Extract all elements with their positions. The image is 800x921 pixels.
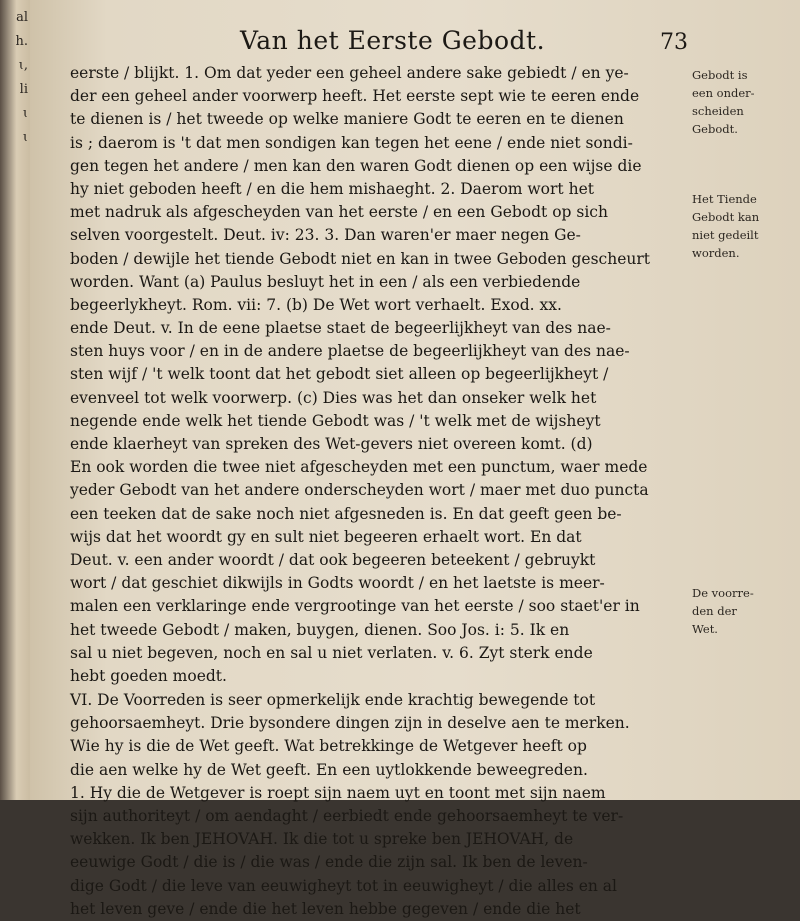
- text-line: sten huys voor / en in de andere plaetse de begeerlijkheyt van des nae-: [70, 342, 630, 361]
- margin-note-line: niet gedeilt: [692, 228, 759, 242]
- margin-note-line: Gebodt kan: [692, 210, 760, 224]
- text-line: te dienen is / het tweede op welke maniere Godt te eeren en te dienen: [70, 110, 624, 129]
- section-heading-line: VI. De Voorreden is seer opmerkelijk ende krachtig bewegende tot: [70, 691, 596, 710]
- text-line: Deut. v. een ander woordt / dat ook begeeren beteekent / gebruykt: [70, 550, 596, 569]
- running-title: Van het Eerste Gebodt.: [240, 26, 546, 55]
- margin-note-line: De voorre-: [692, 586, 754, 600]
- text-line: dige Godt / die leve van eeuwigheyt tot in eeuwigheyt / die alles en al: [70, 876, 618, 895]
- text-line: die aen welke hy de Wet geeft. En een uytlokkende beweegreden.: [70, 760, 588, 779]
- text-line: eeuwige Godt / die is / die was / ende die zijn sal. Ik ben de leven-: [70, 853, 588, 872]
- text-line: worden. Want (a) Paulus besluyt het in een / als een verbiedende: [70, 272, 581, 291]
- text-line: yeder Gebodt van het andere onderscheyden wort / maer met duo puncta: [70, 481, 649, 500]
- text-line: boden / dewijle het tiende Gebodt niet en kan in twee Geboden gescheurt: [70, 249, 651, 268]
- text-line: ende klaerheyt van spreken des Wet-gevers niet overeen komt. (d): [70, 435, 593, 453]
- text-line: sal u niet begeven, noch en sal u niet verlaten. v. 6. Zyt sterk ende: [70, 643, 593, 662]
- text-line: eerste / blijkt. 1. Om dat yeder een geheel andere sake gebiedt / en ye-: [70, 64, 629, 82]
- text-line: wekken. Ik ben JEHOVAH. Ik die tot u spreke ben JEHOVAH, de: [70, 830, 574, 849]
- facing-page-fragments: [2, 6, 28, 150]
- text-line: evenveel tot welk voorwerp. (c) Dies was het dan onseker welk het: [70, 388, 597, 407]
- margin-note-line: worden.: [692, 246, 740, 260]
- text-line: wijs dat het woordt gy en sult niet begeeren erhaelt wort. En dat: [70, 527, 582, 546]
- text-line: sijn authoriteyt / om aendaght / eerbiedt ende gehoorsaemheyt te ver-: [70, 807, 624, 825]
- margin-note-line: een onder-: [692, 86, 755, 100]
- text-line: het tweede Gebodt / maken, buygen, dienen. Soo Jos. i: 5. Ik en: [70, 620, 570, 639]
- margin-note-line: scheiden: [692, 104, 744, 118]
- text-line: hebt goeden moedt.: [70, 666, 227, 685]
- text-line: het leven geve / ende die het leven hebbe gegeven / ende die het: [70, 899, 581, 918]
- text-line: gehoorsaemheyt. Drie bysondere dingen zijn in deselve aen te merken.: [70, 714, 630, 733]
- text-line: En ook worden die twee niet afgescheyden met een punctum, waer mede: [70, 458, 648, 477]
- margin-note-line: Het Tiende: [692, 192, 757, 206]
- gutter-line: h.: [15, 34, 28, 49]
- margin-note-tenth-commandment: [692, 190, 800, 262]
- text-line: hy niet geboden heeft / en die hem mishaeght. 2. Daerom wort het: [70, 179, 594, 198]
- text-line: sten wijf / 't welk toont dat het gebodt siet alleen op begeerlijkheyt /: [70, 365, 609, 384]
- page-number: 73: [660, 30, 688, 55]
- text-line: is ; daerom is 't dat men sondigen kan tegen het eene / ende niet sondi-: [70, 133, 633, 152]
- text-line: een teeken dat de sake noch niet afgesneden is. En dat geeft geen be-: [70, 504, 622, 523]
- facing-page-edge: [0, 0, 30, 800]
- book-page: [30, 0, 800, 918]
- gutter-line: ɩ,: [18, 58, 28, 73]
- text-line: gen tegen het andere / men kan den waren Godt dienen op een wijse die: [70, 156, 642, 175]
- body-text: [70, 62, 720, 921]
- text-line: Wie hy is die de Wet geeft. Wat betrekkinge de Wetgever heeft op: [70, 737, 587, 756]
- text-line: selven voorgestelt. Deut. iv: 23. 3. Dan waren'er maer negen Ge-: [70, 226, 581, 245]
- text-line: malen een verklaringe ende vergrootinge van het eerste / soo staet'er in: [70, 597, 640, 616]
- gutter-line: li: [19, 82, 28, 97]
- margin-note-line: Gebodt is: [692, 68, 748, 82]
- text-line: 1. Hy die de Wetgever is roept sijn naem uyt en toont met sijn naem: [70, 783, 606, 802]
- text-line: wort / dat geschiet dikwijls in Godts woordt / en het laetste is meer-: [70, 574, 605, 593]
- text-line: met nadruk als afgescheyden van het eerste / en een Gebodt op sich: [70, 203, 608, 222]
- margin-note-line: Gebodt.: [692, 122, 738, 136]
- gutter-line: ɩ: [22, 106, 28, 121]
- text-line: der een geheel ander voorwerp heeft. Het eerste sept wie te eeren ende: [70, 87, 640, 106]
- text-line: ende Deut. v. In de eene plaetse staet de begeerlijkheyt van des nae-: [70, 319, 611, 338]
- gutter-line: al: [16, 10, 28, 25]
- margin-note-line: den der: [692, 604, 737, 618]
- page-header: [30, 22, 740, 58]
- text-line: negende ende welk het tiende Gebodt was / 't welk met de wijsheyt: [70, 411, 601, 430]
- margin-note-preface: [692, 584, 800, 638]
- margin-note-line: Wet.: [692, 622, 718, 636]
- text-line: begeerlykheyt. Rom. vii: 7. (b) De Wet wort verhaelt. Exod. xx.: [70, 295, 562, 314]
- margin-note-distinct-commandment: [692, 66, 800, 138]
- gutter-line: ɩ: [22, 130, 28, 145]
